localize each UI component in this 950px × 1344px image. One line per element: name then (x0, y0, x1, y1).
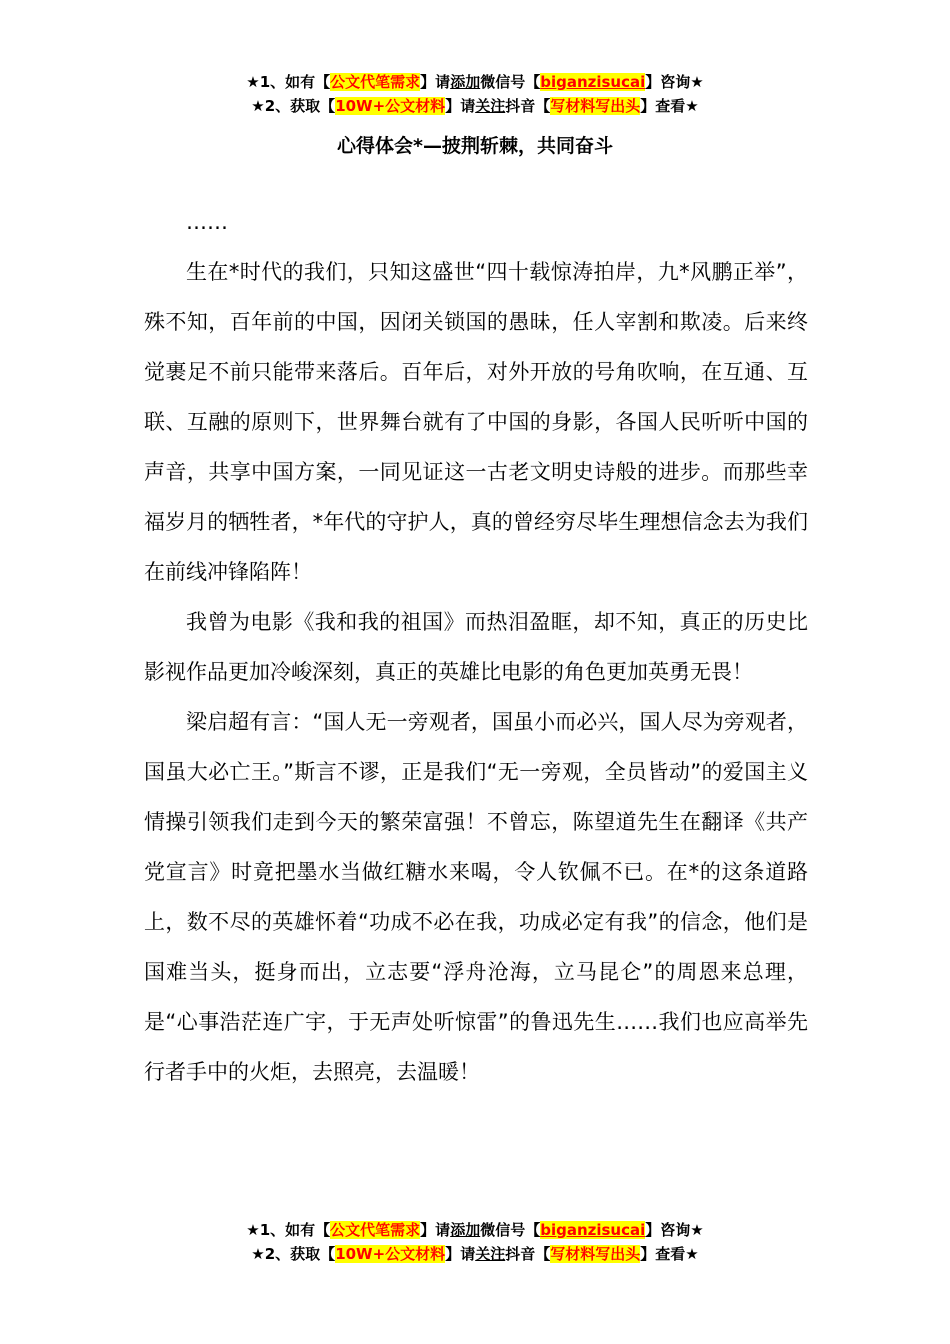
promo-underline: 添加 (450, 1221, 481, 1239)
promo-highlight: 10W+公文材料 (335, 97, 446, 115)
promo-text: 】请 (420, 1221, 451, 1239)
promo-text: 微信号【 (480, 73, 541, 91)
promo-highlight: 公文代笔需求 (330, 73, 421, 91)
douyin-account: 写材料写出头 (550, 1245, 641, 1263)
promo-text: ★1、如有【 (246, 1221, 331, 1239)
promo-text: 】查看★ (640, 1245, 699, 1263)
paragraph-2: 我曾为电影《我和我的祖国》而热泪盈眶，却不知，真正的历史比影视作品更加冷峻深刻，真正的英雄比电影的角色更加英勇无畏！ (144, 610, 808, 684)
promo-line-2 (0, 1242, 950, 1266)
promo-underline: 关注 (475, 97, 506, 115)
document-body (144, 197, 808, 1097)
promo-text: 】查看★ (640, 97, 699, 115)
footer-promo (0, 1218, 950, 1266)
promo-text: 】请 (445, 97, 476, 115)
paragraph-ellipsis: …… (186, 210, 228, 234)
douyin-account: 写材料写出头 (550, 97, 641, 115)
header-promo (0, 70, 950, 118)
promo-underline: 关注 (475, 1245, 506, 1263)
promo-text: ★2、获取【 (251, 97, 336, 115)
wechat-id-link[interactable]: biganzisucai (540, 1221, 646, 1239)
promo-line-1 (0, 1218, 950, 1242)
promo-text: 】咨询★ (645, 73, 704, 91)
promo-text: 】咨询★ (645, 1221, 704, 1239)
promo-highlight: 公文代笔需求 (330, 1221, 421, 1239)
document-title: 心得体会*—披荆斩棘，共同奋斗 (337, 135, 613, 157)
promo-line-1 (0, 70, 950, 94)
promo-text: 】请 (445, 1245, 476, 1263)
promo-text: ★1、如有【 (246, 73, 331, 91)
promo-text: 抖音【 (505, 1245, 551, 1263)
promo-text: 】请 (420, 73, 451, 91)
paragraph-1: 生在*时代的我们，只知这盛世“四十载惊涛拍岸，九*风鹏正举”，殊不知，百年前的中国，因闭关锁国的愚昧，任人宰割和欺凌。后来终觉裹足不前只能带来落后。百年后，对外开放的号角吹响，在互通、互联、互融的原则下，世界舞台就有了中国的身影，各国人民听听中国的声音，共享中国方案，一同见证这一古老文明史诗般的进步。而那些幸福岁月的牺牲者，*年代的守护人，真的曾经穷尽毕生理想信念去为我们在前线冲锋陷阵！ (144, 260, 808, 584)
paragraph-3: 梁启超有言：“国人无一旁观者，国虽小而必兴，国人尽为旁观者，国虽大必亡王。”斯言不谬，正是我们“无一旁观，全员皆动”的爱国主义情操引领我们走到今天的繁荣富强！不曾忘，陈望道先生在翻译《共产党宣言》时竟把墨水当做红糖水来喝，令人钦佩不已。在*的这条道路上，数不尽的英雄怀着“功成不必在我，功成必定有我”的信念，他们是国难当头，挺身而出，立志要“浮舟沧海，立马昆仑”的周恩来总理，是“心事浩茫连广宇，于无声处听惊雷”的鲁迅先生……我们也应高举先行者手中的火炬，去照亮，去温暖！ (144, 710, 808, 1084)
promo-highlight: 10W+公文材料 (335, 1245, 446, 1263)
promo-text: ★2、获取【 (251, 1245, 336, 1263)
promo-text: 微信号【 (480, 1221, 541, 1239)
promo-underline: 添加 (450, 73, 481, 91)
promo-text: 抖音【 (505, 97, 551, 115)
wechat-id-link[interactable]: biganzisucai (540, 73, 646, 91)
promo-line-2 (0, 94, 950, 118)
